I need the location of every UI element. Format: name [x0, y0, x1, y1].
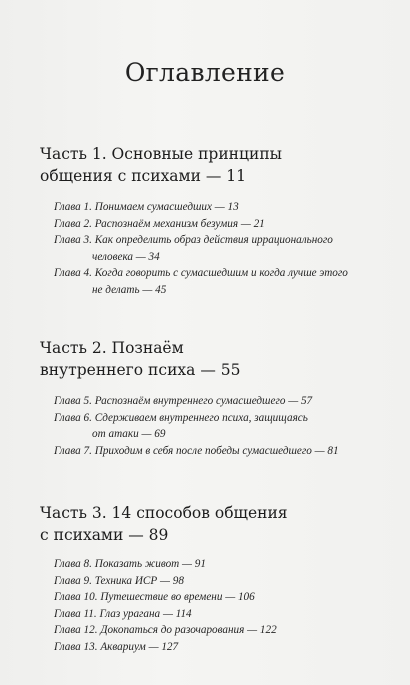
chapter-label: Глава 13. [54, 640, 98, 653]
chapter-entry [40, 265, 380, 298]
chapter-entry [40, 216, 380, 233]
chapter-label: Глава 8. [54, 558, 92, 570]
part-2 [40, 337, 380, 459]
chapter-entry [40, 622, 380, 639]
toc-title: Оглавление [124, 58, 286, 87]
part-title [40, 143, 380, 187]
chapter-label: Глава 1. [54, 201, 92, 213]
chapter-entry [40, 199, 380, 216]
part-title [40, 502, 380, 546]
part-title-line: общения с психами — 11 [40, 167, 247, 185]
chapter-list [40, 393, 380, 459]
chapter-entry [40, 232, 380, 265]
chapter-text-continued: не делать — 45 [92, 283, 167, 296]
chapter-text: Сдерживаем внутреннего психа, защищаясь [94, 411, 308, 424]
chapter-label: Глава 2. [54, 217, 92, 230]
part-title-line: внутреннего психа — 55 [40, 361, 241, 379]
chapter-text-continued: от атаки — 69 [92, 428, 166, 440]
chapter-label: Глава 9. [54, 574, 92, 587]
chapter-list [40, 556, 380, 655]
chapter-entry [40, 589, 380, 606]
chapter-entry [40, 443, 380, 460]
chapter-entry [40, 606, 380, 623]
chapter-entry [40, 556, 380, 573]
chapter-text: Понимаем сумасшедших — 13 [94, 201, 239, 213]
chapter-entry [40, 410, 380, 443]
chapter-text: Докопаться до разочарования — 122 [100, 624, 277, 636]
chapter-entry [40, 573, 380, 590]
chapter-label: Глава 6. [54, 411, 92, 424]
chapter-text: Путешествие во времени — 106 [100, 591, 255, 603]
chapter-text: Распознаём внутреннего сумасшедшего — 57 [94, 395, 313, 407]
part-title-line: Часть 1. Основные принципы [40, 145, 282, 163]
chapter-text: Аквариум — 127 [100, 640, 179, 653]
chapter-text: Техника ИСР — 98 [94, 574, 184, 587]
chapter-label: Глава 12. [54, 624, 98, 636]
chapter-text-continued: человека — 34 [92, 250, 160, 263]
part-title-line: Часть 2. Познаём [40, 339, 184, 357]
chapter-text: Глаз урагана — 114 [99, 607, 192, 620]
part-title-line: с психами — 89 [40, 526, 169, 544]
chapter-label: Глава 10. [54, 591, 98, 603]
chapter-text: Показать живот — 91 [94, 558, 206, 570]
chapter-label: Глава 3. [54, 234, 92, 246]
part-1 [40, 143, 380, 298]
chapter-text: Распознаём механизм безумия — 21 [94, 217, 265, 230]
chapter-label: Глава 5. [54, 395, 92, 407]
chapter-text: Как определить образ действия иррационального [94, 234, 333, 246]
part-title [40, 337, 380, 381]
chapter-text: Приходим в себя после победы сумасшедшего — 81 [94, 444, 339, 457]
part-title-line: Часть 3. 14 способов общения [40, 504, 288, 522]
chapter-text: Когда говорить с сумасшедшим и когда лучше этого [94, 267, 348, 279]
part-3 [40, 502, 380, 655]
chapter-label: Глава 11. [54, 607, 97, 620]
chapter-entry [40, 393, 380, 410]
chapter-label: Глава 7. [54, 444, 92, 457]
chapter-entry [40, 639, 380, 656]
chapter-list [40, 199, 380, 298]
chapter-label: Глава 4. [54, 267, 92, 279]
